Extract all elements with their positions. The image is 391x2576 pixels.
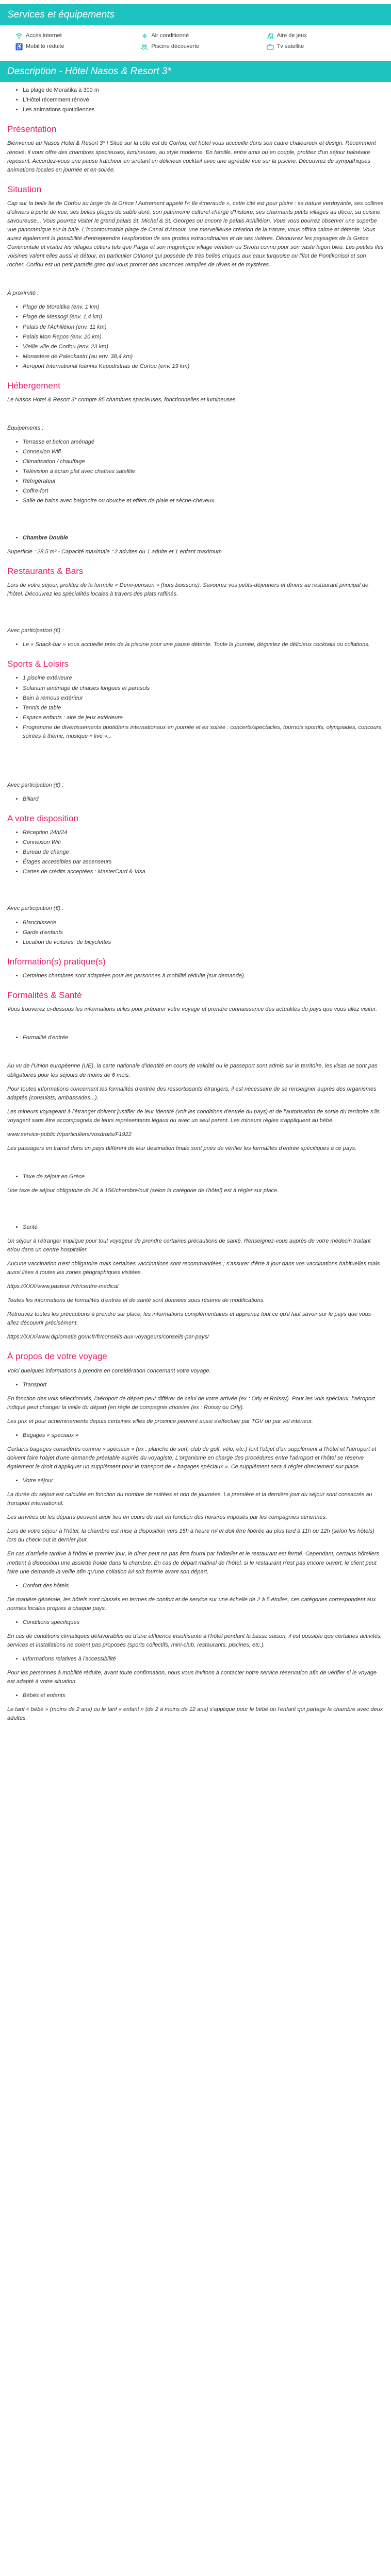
section-text: La durée du séjour est calculée en fonction du nombre de nuitées et non de journées. La première et la dernière jour du séjour sont consacrés au transport international. — [7, 1492, 372, 1507]
room-details: Superficie : 28,5 m² - Capacité maximale : 2 adultes ou 1 adulte et 1 enfant maximum — [7, 548, 222, 555]
list-item: • Location de voitures, de bicyclettes — [23, 938, 384, 947]
section-title: Présentation — [7, 124, 57, 134]
list-item: • Réfrigérateur — [23, 477, 384, 486]
tv-icon — [267, 43, 274, 50]
list-item: • Les animations quotidiennes — [23, 106, 384, 114]
list-item: • Votre séjour — [23, 1477, 384, 1485]
list-item: • L'Hôtel récemment rénové — [23, 96, 384, 105]
service-label: Aire de jeux — [276, 32, 307, 39]
main-content — [0, 86, 391, 1723]
list-item: • Connexion Wifi — [23, 448, 384, 456]
section-text: Bienvenue au Nasos Hotel & Resort 3* ! Situé sur la côte est de Corfou, cet hôtel vous accueille dans son cadre chaleureux et design. Récemment rénové, il vous offre des chambres spacieuses, lumineuses, au style moderne. En famille, entre amis ou en couple, profitez d'un séjour balnéaire reposant. Accordez-vous une pause fraîcheur en sirotant un délicieux cocktail avec une agréable vue sur la piscine. Découvrez de sympathiques animations locales en journée et en soirée. — [7, 140, 376, 173]
section-text: Les arrivées ou les départs peuvent avoir lieu en cours de nuit en fonction des horaires imposés par les compagnies aériennes. — [7, 1514, 328, 1521]
info-link[interactable]: https://XXX/www.pasteur.fr/fr/centre-medical — [7, 1283, 119, 1290]
section-title: A votre disposition — [7, 813, 78, 823]
list-item: • Transport — [23, 1381, 384, 1389]
list-item: • Billard — [23, 795, 384, 804]
room-type: • Chambre Double — [23, 534, 384, 543]
services-band — [0, 4, 391, 25]
service-label: Accès internet — [26, 32, 62, 39]
list-item: • Bureau de change — [23, 848, 384, 857]
list-item: • Coffre-fort — [23, 487, 384, 496]
service-item — [133, 42, 258, 51]
list-item: • Tennis de table — [23, 704, 384, 713]
list-item: • Le « Snack-bar » vous accueille près de la piscine pour une pause détente. Toute la journée, dégustez de délicieux cocktails ou collations. — [23, 640, 384, 649]
section-text: Un séjour à l'étranger implique pour tout voyageur de prendre certaines précautions de santé. Renseignez-vous auprès de votre médecin traitant et/ou dans un centre hospitalier. — [7, 1238, 371, 1253]
highlights-list — [7, 86, 384, 114]
list-item: • Télévision à écran plat avec chaînes satellite — [23, 467, 384, 476]
list-item: • Santé — [23, 1223, 384, 1232]
section-text: Toutes les informations de formalités d'entrée et de santé sont données sous réserve de modifications. — [7, 1297, 265, 1304]
list-item: • Cartes de crédits acceptées : MasterCard & Visa — [23, 868, 384, 876]
list-item: • Connexion Wifi — [23, 838, 384, 847]
list-item: • Espace enfants : aire de jeux extérieure — [23, 714, 384, 722]
list-item: • Monastère de Paleokastrí (au env. 38,4 km) — [23, 352, 384, 361]
section-text: De manière générale, les hôtels sont classés en termes de confort et de service sur une échelle de 2 à 5 étoiles, ces catégories correspondent aux normes locales propres à chaque pays. — [7, 1596, 376, 1612]
list-item: • Étages accessibles par ascenseurs — [23, 858, 384, 867]
list-item: • Bagages « spéciaux » — [23, 1431, 384, 1440]
sports-list — [7, 674, 384, 740]
list-item: • Terrasse et balcon aménagé — [23, 438, 384, 447]
paid-list — [7, 795, 384, 804]
list-item: • Salle de bains avec baignoire ou douche et effets de plaie et sèche-cheveux. — [23, 497, 384, 505]
section-title: Formalités & Santé — [7, 990, 82, 1001]
list-item: • Plage de Moraitika (env. 1 km) — [23, 303, 384, 312]
list-item: • Vieille ville de Corfou (env. 23 km) — [23, 343, 384, 351]
wifi-icon — [15, 32, 23, 40]
pool-icon — [141, 43, 148, 50]
section-text: Vous trouverez ci-dessous les informations utiles pour préparer votre voyage et prendre connaissance des actualités du pays que vous allez visiter. — [7, 1006, 378, 1013]
list-item: • Formalité d'entrée — [23, 1033, 384, 1042]
section-text: Les mineurs voyageant à l'étranger doivent justifier de leur identité (voir les conditions d'entrée du pays) et de l'autorisation de sortie du territoire s'ils voyagent sans être accompagnés de leurs représentants légaux ou avec un seul parent. Les mineurs règles s'appliquent au bébé. — [7, 1108, 380, 1124]
section-title: Sports & Loisirs — [7, 659, 69, 669]
info-link[interactable]: https://XXX/www.diplomatie.gouv.fr/fr/conseils-aux-voyageurs/conseils-par-pays/ — [7, 1334, 209, 1341]
list-item: • Bain à remous extérieur — [23, 694, 384, 703]
list-item: • Aéroport International Ioánnis Kapodístrias de Corfou (env. 19 km) — [23, 362, 384, 371]
section-text: Aucune vaccination n'est obligatoire mais certaines vaccinations sont recommandées ; s'assurer d'être à jour dans vos vaccinations habituelles mais aussi liées à toutes les zones géographiques visitées. — [7, 1261, 380, 1276]
section-text: Les prix et pour acheminements depuis certaines villes de province peuvent aussi s'effectuer par TGV ou par vol intérieur. — [7, 1418, 313, 1425]
section-title: Hébergement — [7, 380, 61, 391]
section-text: Voici quelques informations à prendre en considération concernant votre voyage. — [7, 1367, 211, 1374]
section-text: Au vu de l'Union européenne (UE), la carte nationale d'identité en cours de validité ou le passeport sont admis sur le territoire, les visas ne sont pas obligatoires pour les séjours de moins de 6 mois. — [7, 1063, 378, 1078]
proximity-list — [7, 303, 384, 370]
list-item: • Réception 24h/24 — [23, 828, 384, 837]
sub-label: Équipements : — [7, 425, 44, 432]
section-text: Lors de votre séjour à l'hôtel, la chambre est mise à disposition vers 15h à heure m/ et doit être libérée au plus tard à 11h ou 12h (selon les hôtels) lors du check-out le dernier jour. — [7, 1528, 374, 1544]
section-text: En cas de conditions climatiques défavorables ou d'une affluence insuffisante à l'hôtel pendant la basse saison, il est possible que certaines activités, services et installations ne soient pas proposés (sports collectifs, mini-club, restaurants, piscines, etc.). — [7, 1633, 382, 1648]
paid-list — [7, 919, 384, 947]
list-item: • Palais Mon Repos (env. 20 km) — [23, 333, 384, 342]
section-text: Retrouvez toutes les précautions à prendre sur place, les informations complémentaires et apprenez tout ce qu'il faut savoir sur le pays que vous allez découvrir précisément. — [7, 1311, 371, 1327]
equipment-list — [7, 438, 384, 505]
sub-label: Avec participation (€) : — [7, 628, 64, 634]
service-label: Piscine découverte — [151, 43, 200, 50]
service-label: Mobilité réduite — [26, 43, 64, 50]
section-title: Information(s) pratique(s) — [7, 956, 106, 967]
snowflake-icon: ❄ — [142, 32, 148, 40]
list-item: • Certaines chambres sont adaptées pour les personnes à mobilité réduite (sur demande). — [23, 972, 384, 980]
section-text: Certains bagages considérés comme « spéciaux » (ex : planche de surf, club de golf, vélo, etc.) font l'objet d'un supplément à l'hôtel et l'aéroport et doivent faire l'objet d'une demande préalable auprès du voyagiste. L'organisme en charge des procédures entre l'aéroport et l'hôtel se réserve également le droit d'appliquer un supplément pour le transport de « bagages spéciaux ». Ce supplément sera à régler directement sur place. — [7, 1446, 377, 1470]
list-item: • La plage de Moraitika à 300 m — [23, 86, 384, 95]
section-text: Pour toutes informations concernant les formalités d'entrée des ressortissants étrangers, il est nécessaire de se renseigner auprès des organismes adaptés (consulats, ambassades...). — [7, 1086, 377, 1101]
service-item — [7, 31, 133, 40]
list-item: • Plage de Messogi (env. 1,4 km) — [23, 313, 384, 321]
practical-list — [7, 972, 384, 980]
list-item: • Conditions spécifiques — [23, 1618, 384, 1627]
sub-label: Avec participation (€) : — [7, 905, 64, 912]
section-text: Cap sur la belle île de Corfou au large de la Grèce ! Autrement appelé l'« île émeraude », cette cité est pour plaire : sa nature verdoyante, ses collines d'oliviers à perte de vue, ses belles plages de sable doré, son patrimoine culturel chargé d'histoire, ses charmants petits villages au décor, sa cuisine savoureuse... Vous pourrez visiter le grand palais St. Michel & St. Georges ou encore le palais Achilléion. Vous vous pourrez observer une superbe vue panoramique sur la baie. L'incontournable plage de Canal d'Amour, une merveilleuse création de la nature, vous offrira calme et détente. Vous aurez également la possibilité d'entreprendre l'exploration de ses grottes extraordinaires et de ses rivières. Découvrez les paysages de la Grèce Continentale et visitez les villages côtiers tels que Parga et son magnifique village vénitien ou Sivota connu pour son vaste lagon bleu. Les petites îles voisines valent elles aussi le détour, en particulier Othonoi qui possède de très belles criques aux eaux turquoise ou l'îlot de Pontikonissi et son rocher. Corfou est un petit paradis grec qui vous promet des vacances remplies de rêves et de mystères. — [7, 200, 384, 268]
section-text: Lors de votre séjour, profitez de la formule « Demi-pension » (hors boissons). Savourez vos petits-déjeuners et dîners au restaurant principal de l'hôtel. Découvrez les spécialités locales à travers des plats raffinés. — [7, 582, 369, 597]
service-label: Tv satellite — [276, 43, 304, 50]
room-type-list — [7, 534, 384, 543]
section-text: En fonction des vols sélectionnés, l'aéroport de départ peut différer de celui de votre arrivée (ex : Orly et Roissy). Pour les vols spéciaux, l'aéroport indiqué peut changer la veille du départ (en règle de compagnie choisies (ex : Roissy ou Orly). — [7, 1395, 375, 1411]
list-item: • Confort des hôtels — [23, 1582, 384, 1590]
service-item — [258, 31, 384, 40]
service-item — [7, 42, 133, 51]
section-text: Une taxe de séjour obligatoire de 2€ à 15€/chambre/nuit (selon la catégorie de l'hôtel) est à régler sur place. — [7, 1187, 279, 1194]
service-item — [133, 31, 258, 40]
playground-icon — [267, 32, 274, 40]
section-text: Le Nasos Hotel & Resort 3* compte 85 chambres spacieuses, fonctionnelles et lumineuses. — [7, 397, 237, 403]
list-item: • Programme de divertissements quotidiens internationaux en journée et en soirée : concerts/spectacles, tournois sportifs, olympiades, concours, soirées à thème, musique « live »... — [23, 723, 384, 741]
service-label: Air conditionné — [151, 32, 189, 39]
list-item: • Palais de l'Achilléion (env. 11 km) — [23, 323, 384, 332]
list-item: • Blanchisserie — [23, 919, 384, 927]
service-item — [258, 42, 384, 51]
info-link[interactable]: www.service-public.fr/particuliers/vosdroits/F1922 — [7, 1131, 132, 1138]
description-band — [0, 61, 391, 82]
sub-label: À proximité : — [7, 290, 39, 297]
list-item: • Informations relatives à l'accessibilité — [23, 1655, 384, 1664]
list-item: • Taxe de séjour en Grèce — [23, 1173, 384, 1181]
section-text: Les passagers en transit dans un pays différent de leur destination finale sont priés de vérifier les formalités d'entrée spécifiques à ce pays. — [7, 1145, 357, 1151]
services-title: Services et équipements — [7, 9, 115, 20]
list-item: • Climatisation / chauffage — [23, 457, 384, 466]
list-item: • 1 piscine extérieure — [23, 674, 384, 683]
services-grid — [0, 29, 391, 55]
description-title: Description - Hôtel Nasos & Resort 3* — [7, 65, 171, 77]
section-text: Pour les personnes à mobilité réduite, avant toute confirmation, nous vous invitons à contacter notre service réservation afin de vérifier si le voyage est adapté à votre situation. — [7, 1669, 377, 1685]
section-text: En cas d'arrivée tardive à l'hôtel le premier jour, le dîner peut ne pas être fourni par l'hôtelier et le restaurant est fermé. Cependant, certains hôteliers mettent à disposition une assiette froide dans la chambre. En cas de départ matinal de l'hôtel, si le restaurant n'est pas encore ouvert, le client peut faire une demande la veille afin qu'une collation lui soit fournie avant son départ. — [7, 1551, 380, 1575]
wheelchair-icon: ♿ — [15, 43, 23, 50]
sub-label: Avec participation (€) : — [7, 782, 64, 788]
list-item: • Garde d'enfants — [23, 928, 384, 937]
disposition-list — [7, 828, 384, 876]
list-item: • Bébés et enfants — [23, 1691, 384, 1700]
section-text: Le tarif « bébé » (moins de 2 ans) ou le tarif « enfant » (de 2 à moins de 12 ans) s'applique pour le bébé ou l'enfant qui partage la chambre avec deux adultes. — [7, 1706, 383, 1722]
list-item: • Solarium aménagé de chaises longues et parasols — [23, 684, 384, 693]
section-title: Restaurants & Bars — [7, 566, 84, 576]
section-title: À propos de votre voyage — [7, 1351, 107, 1362]
paid-list — [7, 640, 384, 649]
section-title: Situation — [7, 184, 42, 194]
